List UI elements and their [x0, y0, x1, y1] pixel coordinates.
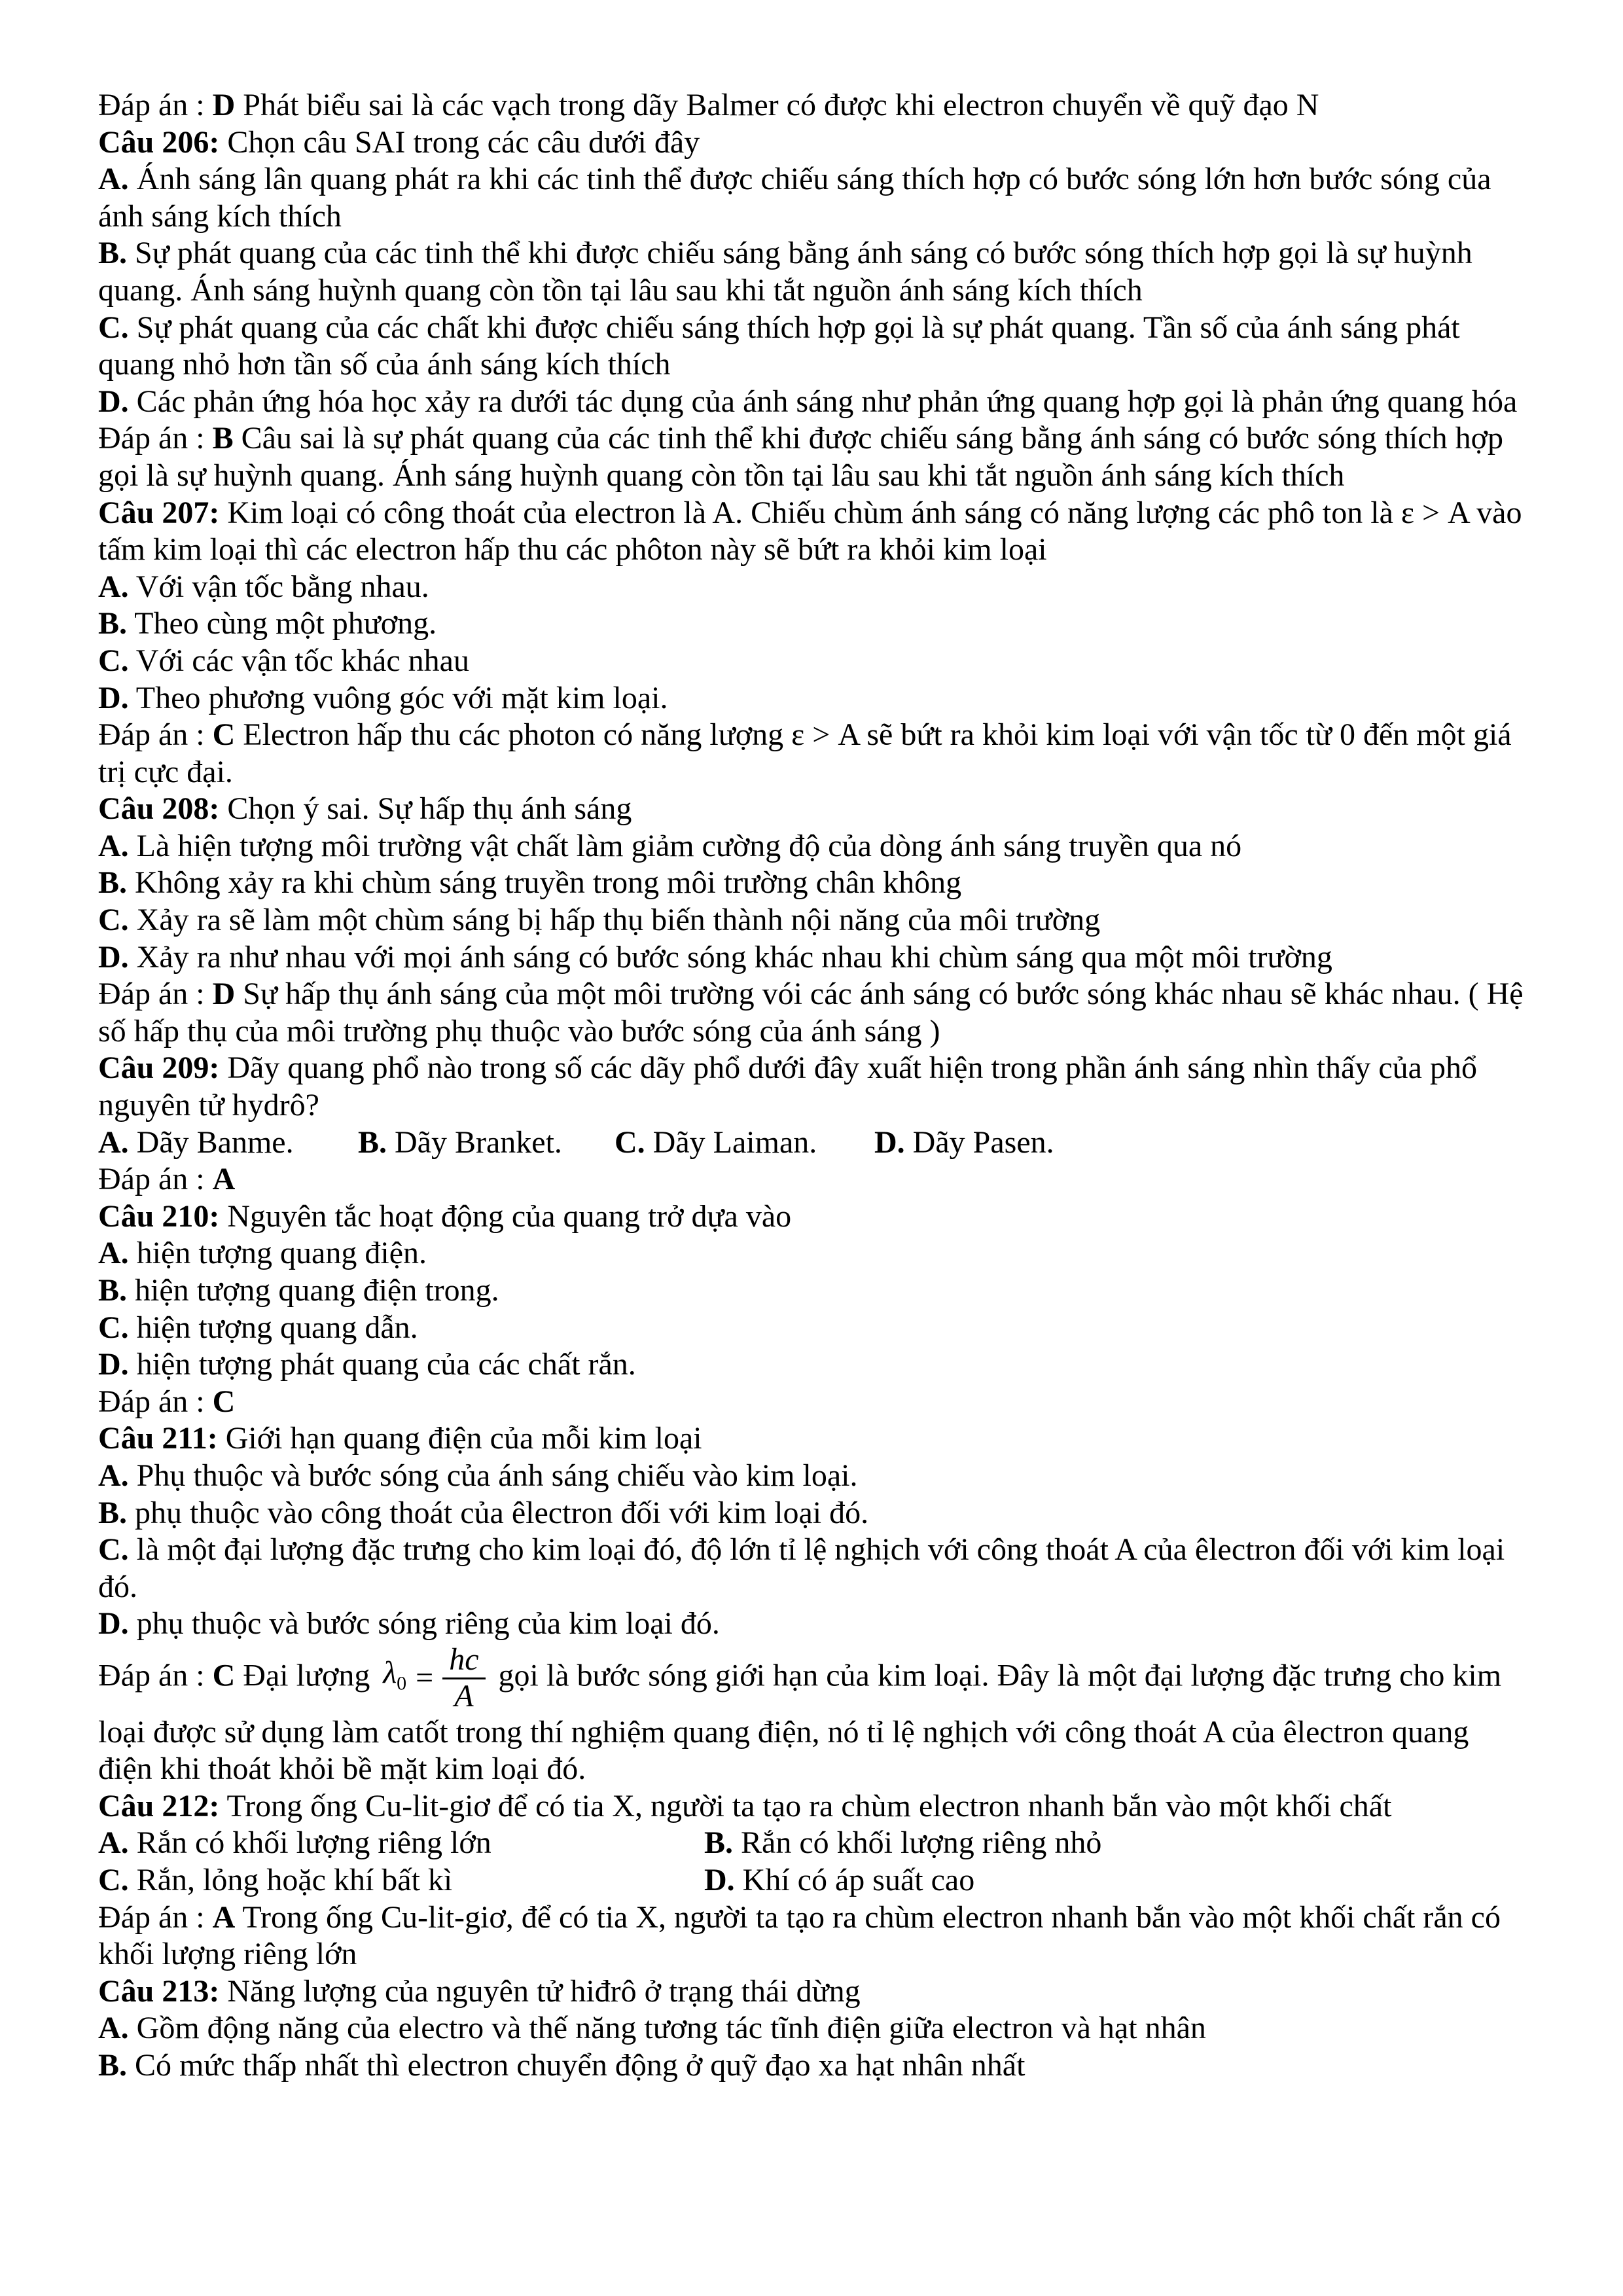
text-run: hiện tượng quang dẫn. [128, 1310, 418, 1345]
text-run: Đáp án : [98, 1658, 213, 1693]
paragraph-7 [98, 495, 1525, 569]
paragraph-10 [98, 643, 1525, 680]
paragraph-22 [98, 1198, 1525, 1236]
text-run: phụ thuộc vào công thoát của êlectron đối với kim loại đó. [127, 1495, 869, 1530]
paragraph-5 [98, 384, 1525, 421]
paragraph-2 [98, 161, 1525, 235]
bold-run: D. [704, 1862, 735, 1897]
text-run: Dãy Branket. [387, 1124, 562, 1160]
text-run: Nguyên tắc hoạt động của quang trở dựa vào [219, 1198, 792, 1234]
paragraph-37 [98, 1899, 1525, 1973]
text-run: là một đại lượng đặc trưng cho kim loại đó, độ lớn tỉ lệ nghịch với công thoát A của êlectron đối với kim loại đó. [98, 1532, 1505, 1604]
text-run: Năng lượng của nguyên tử hiđrô ở trạng thái dừng [219, 1973, 861, 2009]
text-run: Theo cùng một phương. [127, 606, 437, 641]
text-run: Dãy Banme. [128, 1124, 294, 1160]
paragraph-12 [98, 717, 1525, 791]
bold-run: C. [98, 1862, 129, 1897]
text-run: Dãy Laiman. [645, 1124, 817, 1160]
text-run: hiện tượng phát quang của các chất rắn. [128, 1347, 636, 1382]
formula-lambda0 [383, 1643, 485, 1714]
options-row2-36 [98, 1862, 1525, 1899]
paragraph-18 [98, 976, 1525, 1050]
formula-fraction [442, 1643, 485, 1714]
text-run: Chọn ý sai. Sự hấp thụ ánh sáng [219, 791, 632, 827]
paragraph-11 [98, 680, 1525, 717]
bold-run: Câu 211: [98, 1421, 218, 1456]
bold-run: D. [98, 384, 129, 419]
bold-run: B. [98, 606, 128, 641]
paragraph-40 [98, 2047, 1525, 2085]
bold-run: D [212, 88, 236, 122]
option-cell [704, 1862, 1525, 1899]
bold-run: Câu 207: [98, 495, 220, 530]
text-run: Electron hấp thu các photon có năng lượng ε > A sẽ bứt ra khỏi kim loại với vận tốc từ 0 đến một giá trị cực đại. [98, 717, 1512, 789]
option-cell [358, 1124, 615, 1162]
paragraph-33 [98, 1643, 1525, 1788]
bold-run: C [212, 1658, 236, 1693]
text-run: hiện tượng quang điện trong. [127, 1273, 499, 1308]
bold-run: B. [98, 236, 128, 271]
paragraph-29 [98, 1458, 1525, 1495]
bold-run: Câu 210: [98, 1198, 220, 1234]
bold-run: A. [98, 1458, 129, 1493]
text-run: Gồm động năng của electro và thế năng tương tác tĩnh điện giữa electron và hạt nhân [128, 2011, 1206, 2046]
text-run: Đáp án : [98, 977, 213, 1012]
bold-run: D. [98, 680, 129, 715]
text-run: Đáp án : [98, 88, 213, 122]
bold-run: C. [98, 643, 129, 678]
bold-run: Câu 213: [98, 1973, 220, 2009]
paragraph-23 [98, 1235, 1525, 1272]
bold-run: C. [98, 903, 129, 938]
paragraph-8 [98, 569, 1525, 606]
text-run: Với vận tốc bằng nhau. [128, 569, 429, 604]
bold-run: B. [704, 1825, 734, 1861]
bold-run: Câu 209: [98, 1050, 220, 1086]
bold-run: C. [98, 1310, 129, 1345]
text-run: phụ thuộc và bước sóng riêng của kim loại đó. [128, 1606, 720, 1641]
text-run: Phát biểu sai là các vạch trong dãy Balmer có được khi electron chuyển về quỹ đạo N [235, 88, 1319, 122]
text-run: Theo phương vuông góc với mặt kim loại. [128, 680, 668, 715]
paragraph-39 [98, 2010, 1525, 2047]
bold-run: Câu 208: [98, 791, 220, 827]
bold-run: D. [98, 1606, 129, 1641]
paragraph-19 [98, 1050, 1525, 1124]
text-run: Dãy Pasen. [904, 1124, 1054, 1160]
paragraph-26 [98, 1346, 1525, 1384]
options-row2-35 [98, 1825, 1525, 1862]
bold-run: B. [98, 1273, 128, 1308]
bold-run: A [212, 1899, 236, 1935]
text-run: Xảy ra như nhau với mọi ánh sáng có bước sóng khác nhau khi chùm sáng qua một môi trường [128, 939, 1332, 975]
paragraph-32 [98, 1605, 1525, 1643]
bold-run: A. [98, 569, 129, 604]
bold-run: B. [98, 1495, 128, 1530]
text-run: Có mức thấp nhất thì electron chuyển động ở quỹ đạo xa hạt nhân nhất [127, 2047, 1026, 2083]
text-run: Câu sai là sự phát quang của các tinh thể khi được chiếu sáng bằng ánh sáng có bước sóng thích hợp gọi là sự huỳnh quang. Ánh sáng huỳnh quang còn tồn tại lâu sau khi tắt nguồn ánh sáng kích thích [98, 421, 1503, 493]
bold-run: C. [98, 310, 129, 345]
bold-run: A. [98, 828, 129, 863]
text-run: gọi là bước sóng giới hạn của kim loại. Đây là một đại lượng đặc trưng cho kim loại được sử dụng làm catốt trong thí nghiệm quang điện, nó tỉ lệ nghịch với công thoát A của êlectron quang điện khi thoát khỏi bề mặt kim loại đó. [98, 1658, 1502, 1787]
text-run: Đáp án : [98, 717, 213, 753]
paragraph-16 [98, 902, 1525, 939]
bold-run: C. [98, 1532, 129, 1568]
paragraph-15 [98, 865, 1525, 902]
paragraph-6 [98, 420, 1525, 494]
bold-run: Câu 212: [98, 1788, 220, 1823]
paragraph-4 [98, 310, 1525, 384]
bold-run: A. [98, 1236, 129, 1271]
options-row4-20 [98, 1124, 1525, 1162]
text-run: Đại lượng [235, 1658, 378, 1693]
text-run: Xảy ra sẽ làm một chùm sáng bị hấp thụ biến thành nội năng của môi trường [128, 903, 1101, 938]
paragraph-3 [98, 235, 1525, 309]
text-run: Phụ thuộc và bước sóng của ánh sáng chiếu vào kim loại. [128, 1458, 858, 1493]
option-cell [615, 1124, 874, 1162]
paragraph-27 [98, 1384, 1525, 1421]
paragraph-21 [98, 1161, 1525, 1198]
text-run: Rắn, lỏng hoặc khí bất kì [128, 1862, 453, 1897]
bold-run: D. [874, 1124, 905, 1160]
paragraph-28 [98, 1420, 1525, 1458]
paragraph-13 [98, 791, 1525, 828]
formula-denominator: A [454, 1678, 474, 1713]
bold-run: D. [98, 1347, 129, 1382]
paragraph-1 [98, 124, 1525, 162]
paragraph-24 [98, 1272, 1525, 1310]
text-run: Là hiện tượng môi trường vật chất làm giảm cường độ của dòng ánh sáng truyền qua nó [128, 828, 1242, 863]
formula-symbol: $\lambda_0$ [383, 1655, 407, 1695]
option-cell [98, 1825, 704, 1862]
paragraph-34 [98, 1788, 1525, 1825]
text-run: hiện tượng quang điện. [128, 1236, 427, 1271]
bold-run: B [212, 421, 234, 456]
bold-run: A. [98, 162, 129, 197]
paragraph-14 [98, 828, 1525, 865]
text-run: Đáp án : [98, 421, 213, 456]
text-run: Sự hấp thụ ánh sáng của một môi trường vói các ánh sáng có bước sóng khác nhau sẽ khác nhau. ( Hệ số hấp thụ của môi trường phụ thuộc vào bước sóng của ánh sáng ) [98, 977, 1524, 1049]
paragraph-31 [98, 1532, 1525, 1605]
bold-run: D. [98, 939, 129, 975]
bold-run: B. [98, 865, 128, 901]
text-run: Trong ống Cu-lit-giơ, để có tia X, người ta tạo ra chùm electron nhanh bắn vào một khối chất rắn có khối lượng riêng lớn [98, 1899, 1501, 1972]
text-run: Sự phát quang của các tinh thể khi được chiếu sáng bằng ánh sáng có bước sóng thích hợp gọi là sự huỳnh quang. Ánh sáng huỳnh quang còn tồn tại lâu sau khi tắt nguồn ánh sáng kích thích [98, 236, 1472, 308]
text-run: Sự phát quang của các chất khi được chiếu sáng thích hợp gọi là sự phát quang. Tần số của ánh sáng phát quang nhỏ hơn tần số của ánh sáng kích thích [98, 310, 1460, 382]
paragraph-38 [98, 1973, 1525, 2011]
bold-run: D [212, 977, 236, 1012]
paragraph-0 [98, 87, 1525, 124]
formula-numerator: hc [442, 1643, 485, 1679]
text-run: Chọn câu SAI trong các câu dưới đây [219, 124, 700, 160]
bold-run: B. [98, 2047, 128, 2083]
text-run: Các phản ứng hóa học xảy ra dưới tác dụng của ánh sáng như phản ứng quang hợp gọi là phản ứng quang hóa [128, 384, 1518, 419]
bold-run: B. [358, 1124, 387, 1160]
text-run: Giới hạn quang điện của mỗi kim loại [217, 1421, 702, 1456]
paragraph-25 [98, 1310, 1525, 1347]
paragraph-9 [98, 605, 1525, 643]
option-cell [874, 1124, 1525, 1162]
formula-equals: = [416, 1660, 434, 1695]
text-run: Đáp án : [98, 1162, 213, 1197]
bold-run: A. [98, 2011, 129, 2046]
text-run: Kim loại có công thoát của electron là A. Chiếu chùm ánh sáng có năng lượng các phô ton là ε > A vào tấm kim loại thì các electron hấp thu các phôton này sẽ bứt ra khỏi kim loại [98, 495, 1522, 567]
text-run: Khí có áp suất cao [734, 1862, 975, 1897]
text-run: Dãy quang phổ nào trong số các dãy phổ dưới đây xuất hiện trong phần ánh sáng nhìn thấy của phổ nguyên tử hydrô? [98, 1050, 1477, 1123]
bold-run: A [212, 1162, 236, 1197]
bold-run: C [212, 717, 236, 753]
bold-run: C. [615, 1124, 645, 1160]
text-run: Không xảy ra khi chùm sáng truyền trong môi trường chân không [127, 865, 962, 901]
text-run: Đáp án : [98, 1384, 213, 1419]
bold-run: A. [98, 1825, 129, 1861]
text-run: Trong ống Cu-lit-giơ để có tia X, người ta tạo ra chùm electron nhanh bắn vào một khối chất [219, 1788, 1392, 1823]
text-run: Đáp án : [98, 1899, 213, 1935]
bold-run: C [212, 1384, 236, 1419]
option-cell [98, 1862, 704, 1899]
option-cell [704, 1825, 1525, 1862]
paragraph-30 [98, 1495, 1525, 1532]
paragraph-17 [98, 939, 1525, 977]
text-run: Rắn có khối lượng riêng lớn [128, 1825, 491, 1861]
text-run: Ánh sáng lân quang phát ra khi các tinh thể được chiếu sáng thích hợp có bước sóng lớn hơn bước sóng của ánh sáng kích thích [98, 162, 1491, 234]
bold-run: A. [98, 1124, 129, 1160]
text-run: Rắn có khối lượng riêng nhỏ [733, 1825, 1102, 1861]
option-cell [98, 1124, 358, 1162]
bold-run: Câu 206: [98, 124, 220, 160]
text-run: Với các vận tốc khác nhau [128, 643, 469, 678]
